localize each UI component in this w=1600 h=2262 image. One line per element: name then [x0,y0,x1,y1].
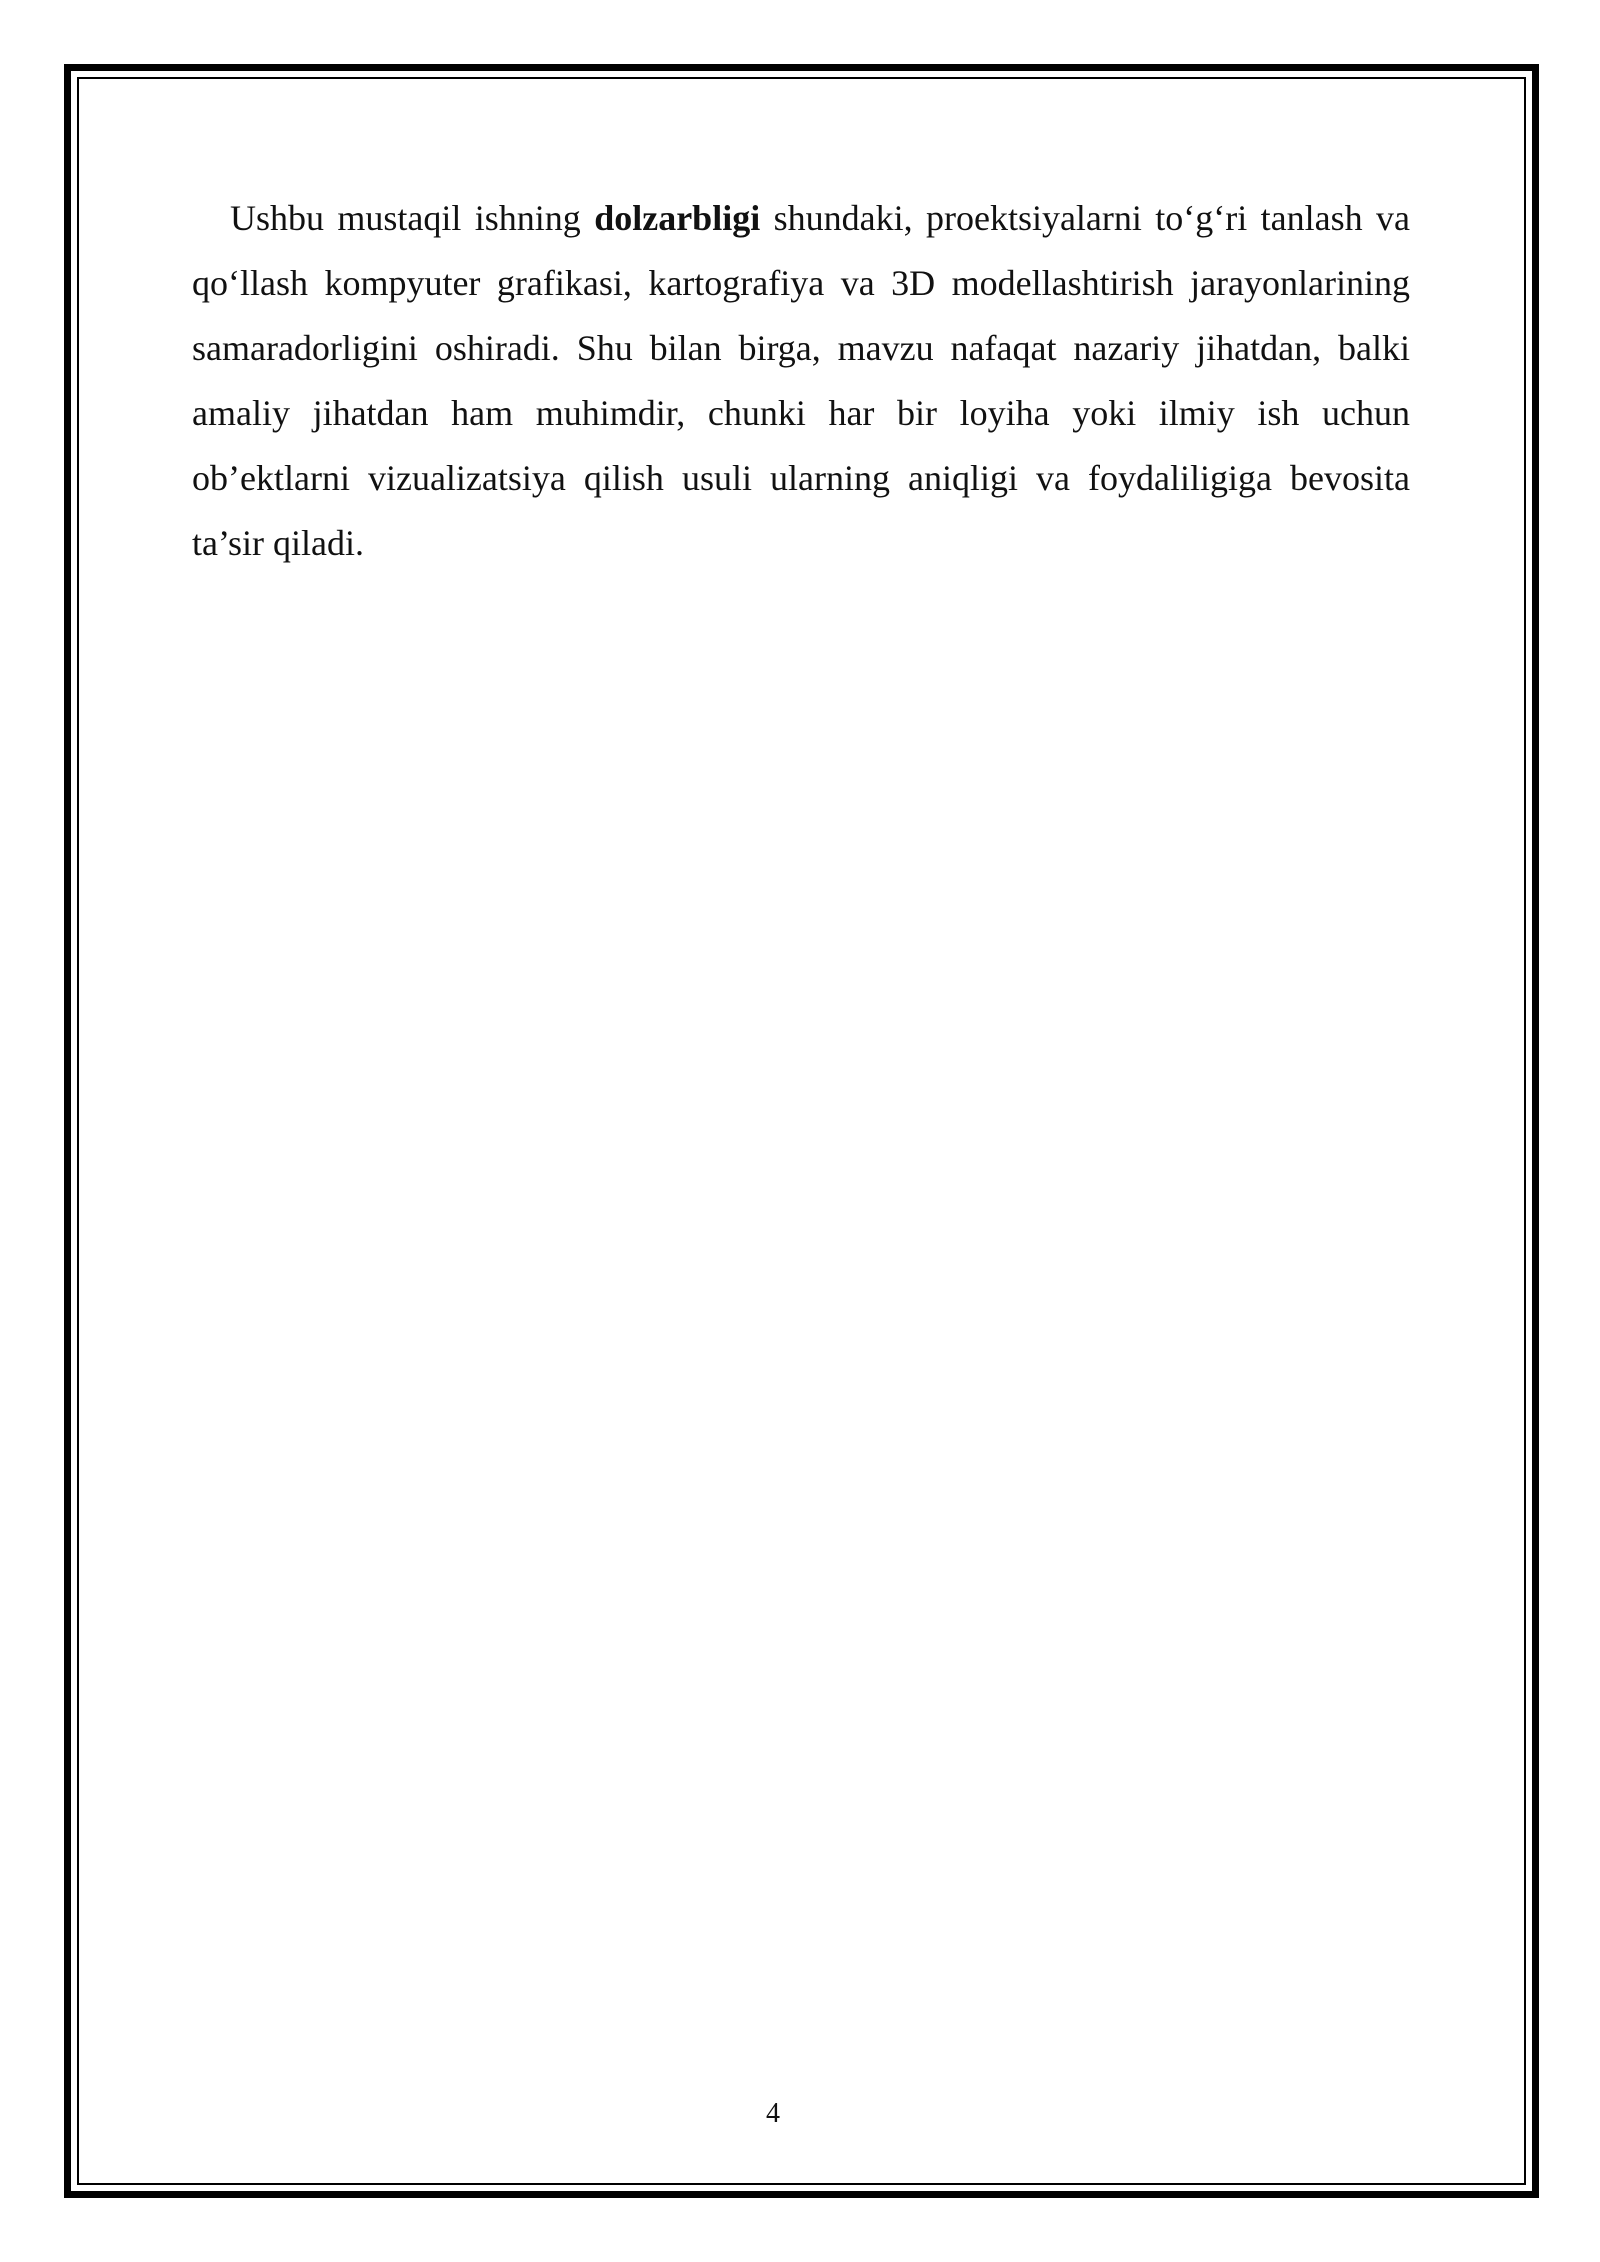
page-number: 4 [766,2098,780,2129]
body-paragraph [192,186,1410,576]
paragraph-text-rest: shundaki, proektsiyalarni to‘g‘ri tanlash va qo‘llash kompyuter grafikasi, kartografiya va 3D modellashtirish jarayonlarining samaradorligini oshiradi. Shu bilan birga, mavzu nafaqat nazariy jihatdan, balki amaliy jihatdan ham muhimdir, chunki har bir loyiha yoki ilmiy ish uchun ob’ektlarni vizualizatsiya qilish usuli ularning aniqligi va foydaliligiga bevosita ta’sir qiladi. [192,198,1410,563]
paragraph-bold-term: dolzarbligi [594,198,761,238]
paragraph-text-start: Ushbu mustaqil ishning [230,198,595,238]
